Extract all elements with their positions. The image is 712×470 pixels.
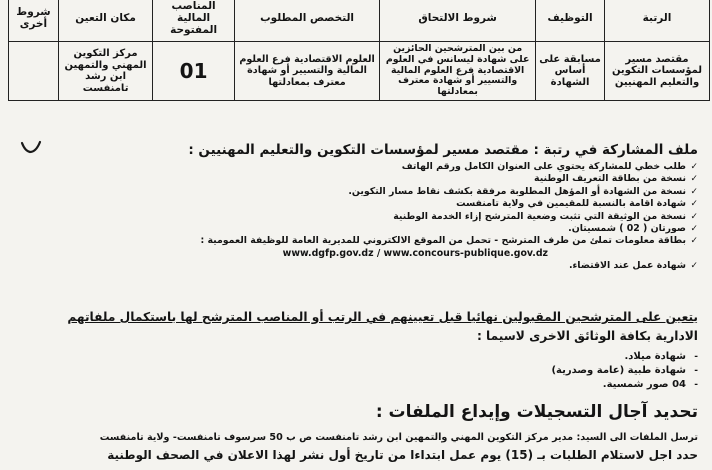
col-recruitment: التوظيف [536, 0, 605, 42]
list-item: ✓شهادة عمل عند الاقتضاء. [568, 260, 698, 272]
required-documents-list [18, 161, 698, 273]
cell-recruitment: مسابقة على أساس الشهادة [536, 42, 605, 101]
website-links: www.dgfp.gov.dz / www.concours-publique.gov.dz [282, 247, 548, 259]
col-conditions: شروط الالتحاق [380, 0, 536, 42]
list-item: ✓نسخة من بطاقة التعريف الوطنية [534, 173, 698, 185]
list-item: ✓بطاقة معلومات تملئ من طرف المترشح - تحمل من الموقع الالكتروني للمديرية العامة للوظيفة العمومية : [200, 235, 698, 247]
col-other-conditions: شروط أخرى [9, 0, 59, 42]
col-location: مكان التعين [58, 0, 152, 42]
list-item: -04 صور شمسية. [602, 379, 698, 390]
cell-rank: مقتصد مسير لمؤسسات التكوين والتعليم المهنيين [605, 42, 710, 101]
list-item: -شهادة ميلاد. [624, 351, 698, 362]
list-item: -شهادة طبية (عامة وصدرية) [551, 365, 698, 376]
deadline-period-line: حدد اجل لاستلام الطلبات بـ (15) يوم عمل ابتداءا من تاريخ أول نشر لهذا الاعلان في الصحف الوطنية [107, 448, 698, 462]
positions-table [8, 0, 710, 101]
additional-documents-list [18, 350, 698, 392]
cell-specialty: العلوم الاقتصادية فرع العلوم المالية والتسيير أو شهادة معترف بمعادلتها [234, 42, 379, 101]
table-header-row [9, 0, 710, 42]
cell-other-conditions [9, 42, 59, 101]
list-item: ✓شهادة اقامة بالنسبة للمقيمين في ولاية تامنفست [456, 198, 698, 210]
list-item: ✓نسخة من الشهادة أو المؤهل المطلوبة مرفقة بكشف نقاط مسار التكوين. [348, 185, 698, 197]
cell-conditions: من بين المترشحين الحائزين على شهادة ليسانس في العلوم الاقتصادية فرع العلوم المالية والتسيير أو شهادة معترف بمعادلتها [380, 42, 536, 101]
list-item: ✓نسخة من الوثيقة التي تثبت وضعية المترشح إزاء الخدمة الوطنية [393, 210, 698, 222]
cell-open-posts: 01 [153, 42, 235, 101]
table-row [9, 42, 710, 101]
cell-location: مركز التكوين المهني والتمهين ابن رشد تامنفست [58, 42, 152, 101]
note-line-2: الادارية بكافة الوثائق الاخرى لاسيما : [476, 329, 698, 343]
deadline-address-line: ترسل الملفات الى السيد: مدير مركز التكوين المهني والتمهين ابن رشد تامنفست ص ب 50 سرسوف تامنفست- ولاية تامنفست [99, 432, 698, 443]
section1-heading: ملف المشاركة في رتبة : مقتصد مسير لمؤسسات التكوين والتعليم المهنيين : [188, 142, 698, 158]
note-line-1: يتعين على المترشحين المقبولين نهائيا قبل تعيينهم في الرتب أو المناصب المترشح لها باستكمال ملفاتهم [67, 310, 698, 324]
col-specialty: التخصص المطلوب [234, 0, 379, 42]
section2-heading: تحديد آجال التسجيلات وإيداع الملفات : [375, 402, 698, 422]
col-open-posts: المناصب المالية المفتوحة [153, 0, 235, 42]
list-item: ✓صورتان ( 02 ) شمسيتان. [568, 223, 698, 235]
col-rank: الرتبة [605, 0, 710, 42]
list-item: ✓طلب خطي للمشاركة يحتوي على العنوان الكامل ورقم الهاتف [401, 161, 698, 172]
